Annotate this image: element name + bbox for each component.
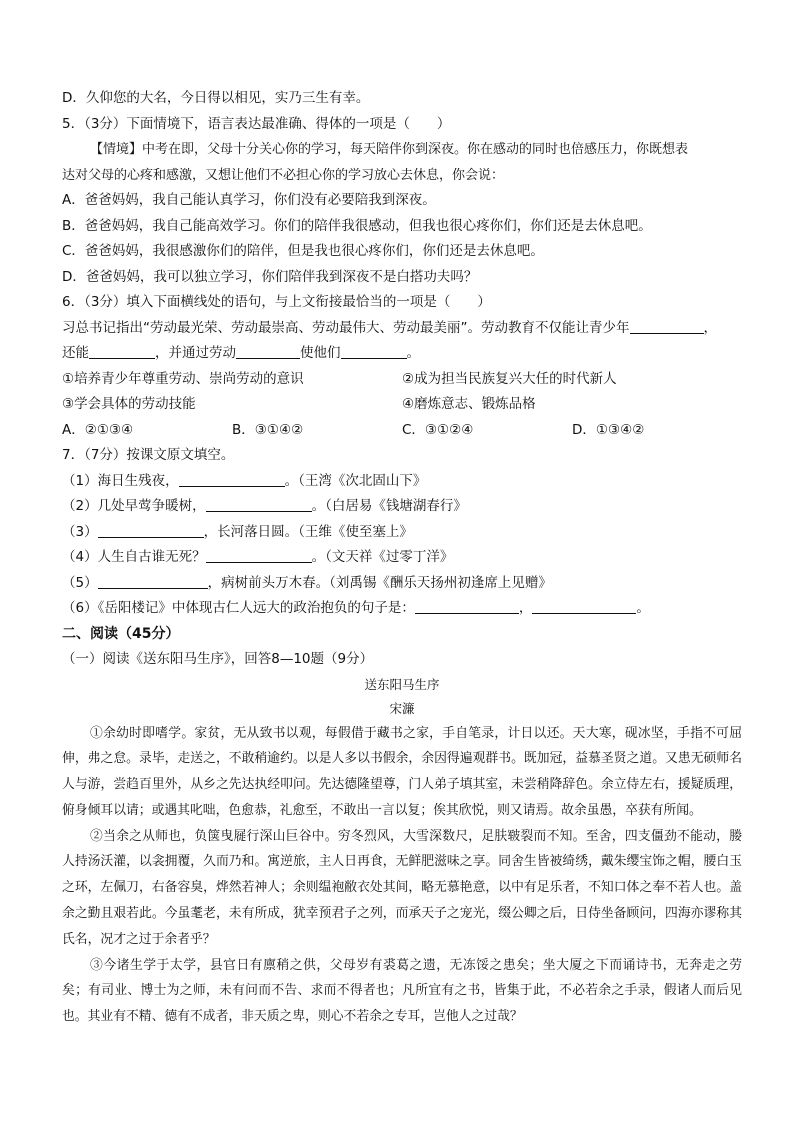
q7-line2-source: 。（白居易《钱塘湖春行》 bbox=[311, 498, 467, 514]
q7-blank-2[interactable] bbox=[206, 497, 312, 512]
q7-line1-prompt: （1）海日生残夜， bbox=[62, 472, 179, 489]
q6-option-d: D．①③④② bbox=[572, 421, 645, 438]
q4-option-d: D．久仰您的大名，今日得以相见，实乃三生有幸。 bbox=[62, 90, 370, 106]
q6-options bbox=[62, 418, 742, 444]
q7-line3-prompt: （3） bbox=[62, 523, 98, 540]
q6-item-1: ①培养青少年尊重劳动、崇尚劳动的意识 bbox=[62, 370, 304, 387]
q6-text-2b: ，并通过劳动 bbox=[155, 345, 236, 361]
q7-blank-3[interactable] bbox=[98, 523, 204, 538]
passage-paragraph-1: ①余幼时即嗜学。家贫，无从致书以观，每假借于藏书之家，手自笔录，计日以还。天大寒，砚冰坚，手指不可屈伸，弗之怠。录毕，走送之，不敢稍逾约。以是人多以书假余，余因得遍观群书。既加冠，益慕圣贤之道。又患无硕师名人与游，尝趋百里外，从乡之先达执经叩问。先达德隆望尊，门人弟子填其室，未尝稍降辞色。余立侍左右，援疑质理，俯身倾耳以请；或遇其叱咄，色愈恭，礼愈至，不敢出一言以复；俟其欣悦，则又请焉。故余虽愚，卒获有所闻。 bbox=[62, 725, 742, 818]
passage-author: 宋濂 bbox=[389, 700, 415, 716]
q7-line5-source: ，病树前头万木春。（刘禹锡《酬乐天扬州初逢席上见赠》 bbox=[207, 574, 552, 591]
q6-option-c: C．③①②④ bbox=[402, 421, 474, 438]
q7-blank-6[interactable] bbox=[415, 599, 519, 614]
q5-situation-line2: 达对父母的心疼和感激，又想让他们不必担心你的学习放心去休息，你会说： bbox=[62, 167, 505, 183]
q6-blank-4[interactable] bbox=[341, 344, 407, 359]
q5-stem: 5．（3分）下面情境下，语言表达最准确、得体的一项是（ ） bbox=[62, 115, 451, 132]
q6-blank-3[interactable] bbox=[236, 344, 300, 359]
q7-line6-sep: ， bbox=[518, 600, 533, 616]
q7-line6-prompt: （6）《岳阳楼记》中体现古仁人远大的政治抱负的句子是： bbox=[62, 600, 415, 616]
q5-option-c: C．爸爸妈妈，我很感激你们的陪伴，但是我也很心疼你们，你们还是去休息吧。 bbox=[62, 243, 544, 259]
q7-line3-source: ，长河落日圆。（王维《使至塞上》 bbox=[203, 523, 413, 540]
q7-blank-1[interactable] bbox=[179, 472, 285, 487]
q6-item-2: ②成为担当民族复兴大任的时代新人 bbox=[402, 370, 617, 387]
q6-items-row1 bbox=[62, 367, 742, 393]
q6-text-line2 bbox=[62, 341, 742, 367]
q6-stem: 6．（3分）填入下面横线处的语句，与上文衔接最恰当的一项是（ ） bbox=[62, 294, 491, 310]
q7-blank-7[interactable] bbox=[532, 599, 636, 614]
q5-option-b: B．爸爸妈妈，我自己能高效学习。你们的陪伴我很感动，但我也很心疼你们，你们还是去休息吧。 bbox=[62, 217, 652, 234]
q6-item-4: ④磨炼意志、锻炼品格 bbox=[402, 396, 536, 412]
passage-title: 送东阳马生序 bbox=[364, 676, 440, 692]
q6-option-a: A．②①③④ bbox=[62, 421, 134, 438]
q6-text-2d: 。 bbox=[406, 345, 420, 361]
exam-page bbox=[62, 86, 742, 1030]
q7-line2 bbox=[62, 494, 742, 520]
q7-blank-4[interactable] bbox=[206, 548, 312, 563]
passage-paragraph-2: ②当余之从师也，负箧曳屣行深山巨谷中。穷冬烈风，大雪深数尺，足肤皲裂而不知。至舍，四支僵劲不能动，媵人持汤沃灌，以衾拥覆，久而乃和。寓逆旅，主人日再食，无鲜肥滋味之享。同舍生皆被绮绣，戴朱缨宝饰之帽，腰白玉之环，左佩刀，右备容臭，烨然若神人；余则缊袍敝衣处其间，略无慕艳意，以中有足乐者，不知口体之奉不若人也。盖余之勤且艰若此。今虽耄老，未有所成，犹幸预君子之列，而承天子之宠光，缀公卿之后，日侍坐备顾问，四海亦谬称其氏名，况才之过于余者乎？ bbox=[62, 828, 742, 947]
section2-heading: 二、阅读（45分） bbox=[62, 625, 180, 642]
q7-line5 bbox=[62, 571, 742, 597]
q7-line6-end: 。 bbox=[636, 600, 650, 616]
q6-text-2c: 使他们 bbox=[300, 345, 341, 361]
q7-line4 bbox=[62, 545, 742, 571]
q6-text-line1 bbox=[62, 316, 742, 342]
q7-line5-prompt: （5） bbox=[62, 574, 98, 591]
q7-blank-5[interactable] bbox=[98, 574, 208, 589]
q6-items-row2 bbox=[62, 392, 742, 418]
section2-subheading: （一）阅读《送东阳马生序》，回答8—10题（9分） bbox=[62, 651, 374, 667]
q7-line6 bbox=[62, 596, 742, 622]
q5-option-d: D．爸爸妈妈，我可以独立学习，你们陪伴我到深夜不是白搭功夫吗？ bbox=[62, 268, 478, 285]
q7-stem: 7．（7分）按课文原文填空。 bbox=[62, 447, 235, 463]
q6-text-2a: 还能 bbox=[62, 345, 89, 361]
q6-text-1b: ， bbox=[703, 319, 717, 336]
q6-option-b: B．③①④② bbox=[232, 421, 304, 438]
q7-line2-prompt: （2）几处早莺争暖树， bbox=[62, 498, 206, 514]
q7-line4-prompt: （4）人生自古谁无死？ bbox=[62, 549, 206, 565]
passage-paragraph-3: ③今诸生学于太学，县官日有廪稍之供，父母岁有裘葛之遗，无冻馁之患矣；坐大厦之下而诵诗书，无奔走之劳矣；有司业、博士为之师，未有问而不告、求而不得者也；凡所宜有之书，皆集于此，不必若余之手录，假诸人而后见也。其业有不精、德有不成者，非天质之卑，则心不若余之专耳，岂他人之过哉？ bbox=[62, 957, 742, 1025]
q7-line1-source: 。（王湾《次北固山下》 bbox=[284, 472, 427, 489]
q7-line4-source: 。（文天祥《过零丁洋》 bbox=[311, 549, 454, 565]
q7-line1 bbox=[62, 469, 742, 495]
q6-blank-2[interactable] bbox=[89, 344, 155, 359]
q5-option-a: A．爸爸妈妈，我自己能认真学习，你们没有必要陪我到深夜。 bbox=[62, 192, 436, 208]
q6-item-3: ③学会具体的劳动技能 bbox=[62, 396, 196, 412]
q7-line3 bbox=[62, 520, 742, 546]
q5-situation-line1: 【情境】中考在即，父母十分关心你的学习，每天陪伴你到深夜。你在感动的同时也倍感压力，你既想表 bbox=[90, 142, 689, 157]
q6-blank-1[interactable] bbox=[630, 319, 704, 334]
q6-text-1a: 习总书记指出“劳动最光荣、劳动最崇高、劳动最伟大、劳动最美丽”。劳动教育不仅能让青少年 bbox=[62, 319, 630, 336]
